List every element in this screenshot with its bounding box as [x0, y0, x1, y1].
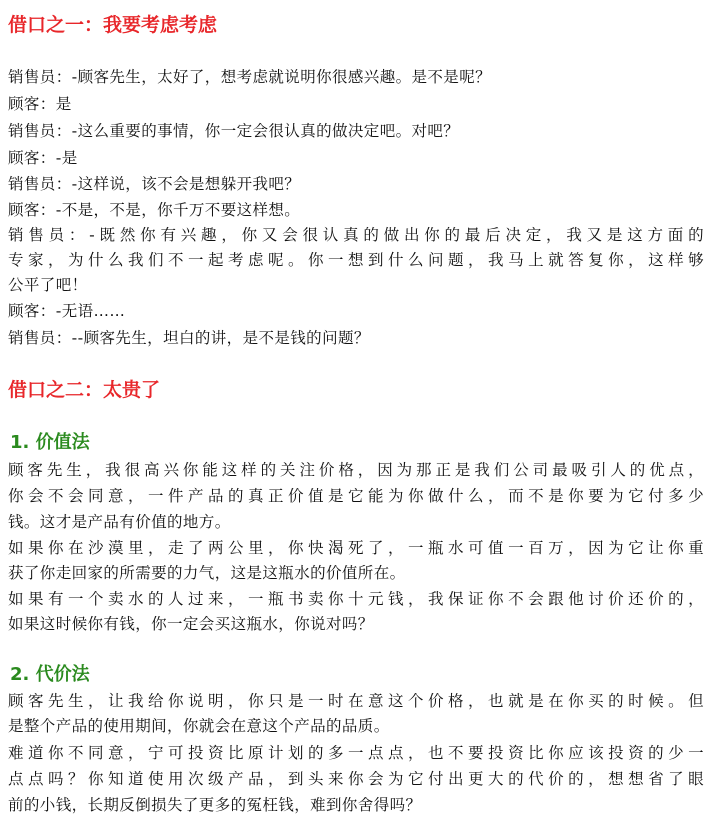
- dialogue-line: 销售员：-顾客先生，太好了，想考虑就说明你很感兴趣。是不是呢？: [8, 68, 491, 86]
- paragraph-line: 钱。这才是产品有价值的地方。: [8, 513, 231, 531]
- dialogue-line: 顾客：-不是，不是，你千万不要这样想。: [8, 201, 301, 219]
- dialogue-line: 顾客：是: [8, 95, 72, 113]
- dialogue-line: 销售员：-既然你有兴趣，你又会很认真的做出你的最后决定，我又是这方面的: [8, 226, 704, 244]
- dialogue-line: 销售员：--顾客先生，坦白的讲，是不是钱的问题？: [8, 329, 370, 347]
- paragraph-line: 前的小钱，长期反倒损失了更多的冤枉钱，难到你舍得吗？: [8, 796, 422, 814]
- subsection-2-heading: 2. 代价法: [10, 664, 90, 685]
- paragraph-line: 顾客先生，让我给你说明，你只是一时在意这个价格，也就是在你买的时候。但: [8, 692, 704, 710]
- dialogue-line: 顾客：-是: [8, 149, 78, 167]
- paragraph-line: 如果有一个卖水的人过来，一瓶书卖你十元钱，我保证你不会跟他讨价还价的，: [8, 590, 704, 608]
- paragraph-line: 是整个产品的使用期间，你就会在意这个产品的品质。: [8, 717, 390, 735]
- paragraph-line: 顾客先生，我很高兴你能这样的关注价格，因为那正是我们公司最吸引人的优点，: [8, 461, 704, 479]
- dialogue-line: 销售员：-这么重要的事情，你一定会很认真的做决定吧。对吧？: [8, 122, 460, 140]
- paragraph-line: 你会不会同意，一件产品的真正价值是它能为你做什么，而不是你要为它付多少: [8, 487, 704, 505]
- paragraph-line: 如果你在沙漠里，走了两公里，你快渴死了，一瓶水可值一百万，因为它让你重: [8, 539, 704, 557]
- paragraph-line: 点点吗？你知道使用次级产品，到头来你会为它付出更大的代价的，想想省了眼: [8, 770, 704, 788]
- section-2-heading: 借口之二：太贵了: [8, 379, 161, 401]
- dialogue-line: 公平了吧！: [8, 276, 88, 294]
- dialogue-line: 销售员：-这样说，该不会是想躲开我吧？: [8, 175, 301, 193]
- subsection-1-heading: 1. 价值法: [10, 432, 90, 453]
- dialogue-line: 顾客：-无语……: [8, 302, 126, 320]
- section-1-heading: 借口之一：我要考虑考虑: [8, 14, 218, 36]
- dialogue-line: 专家，为什么我们不一起考虑呢。你一想到什么问题，我马上就答复你，这样够: [8, 251, 704, 269]
- paragraph-line: 如果这时候你有钱，你一定会买这瓶水，你说对吗？: [8, 615, 374, 633]
- paragraph-line: 获了你走回家的所需要的力气，这是这瓶水的价值所在。: [8, 564, 406, 582]
- paragraph-line: 难道你不同意，宁可投资比原计划的多一点点，也不要投资比你应该投资的少一: [8, 744, 704, 762]
